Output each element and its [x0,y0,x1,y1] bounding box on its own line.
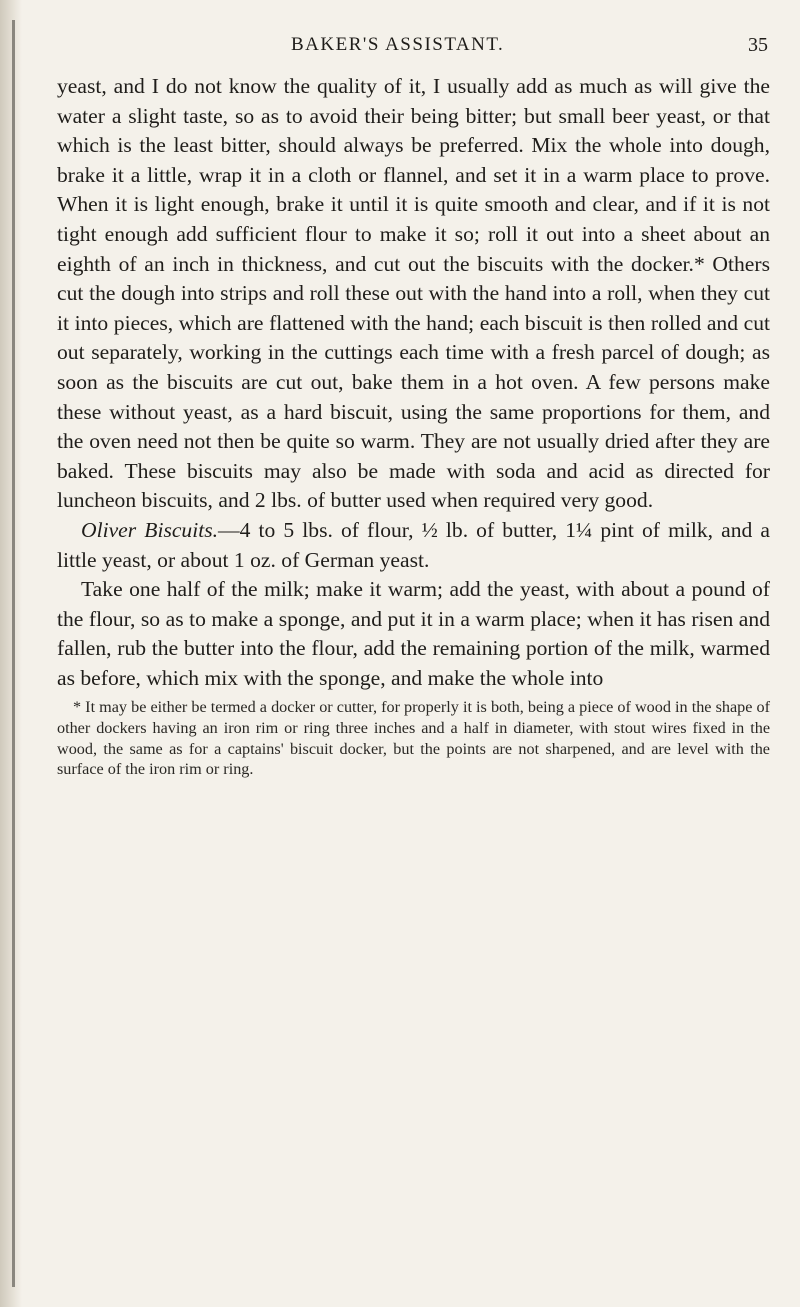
binding-spine-line [12,20,15,1287]
book-page [57,22,770,780]
body-text [57,72,770,693]
running-head: BAKER'S ASSISTANT. [291,34,505,55]
page-number: 35 [748,34,768,56]
method-paragraph: Take one half of the milk; make it warm; add the yeast, with about a pound of the flour, so as to make a sponge, and put it in a warm place; when it has risen and fallen, rub the butter into the flour, add the remaining portion of the milk, warmed as before, which mix with the sponge, and make the whole into [57,577,770,690]
book-binding-edge [0,0,22,1307]
recipe-title: Oliver Biscuits. [81,517,219,542]
page-header [57,22,770,62]
recipe-ingredients: —4 to 5 lbs. of flour, ½ lb. of butter, 1¼ pint of milk, and a little yeast, or about 1 oz. of German yeast. [57,517,770,572]
recipe-paragraph [57,516,770,575]
paragraph-continuation: yeast, and I do not know the quality of it, I usually add as much as will give the water a slight taste, so as to avoid their being bitter; but small beer yeast, or that which is the least bitter, should always be preferred. Mix the whole into dough, brake it a little, wrap it in a cloth or flannel, and set it in a warm place to prove. When it is light enough, brake it until it is quite smooth and clear, and if it is not tight enough add sufficient flour to make it so; roll it out into a sheet about an eighth of an inch in thickness, and cut out the biscuits with the docker.* Others cut the dough into strips and roll these out with the hand into a roll, when they cut it into pieces, which are flattened with the hand; each biscuit is then rolled and cut out separately, working in the cuttings each time with a fresh parcel of dough; as soon as the biscuits are cut out, bake them in a hot oven. A few persons make these without yeast, as a hard biscuit, using the same proportions for them, and the oven need not then be quite so warm. They are not usually dried after they are baked. These biscuits may also be made with soda and acid as directed for luncheon biscuits, and 2 lbs. of butter used when required very good. [57,74,770,513]
footnote: * It may be either be termed a docker or cutter, for properly it is both, being a piece of wood in the shape of other dockers having an iron rim or ring three inches and a half in diameter, with stout wires fixed in the wood, the same as for a captains' biscuit docker, but the points are not sharpened, and are level with the surface of the iron rim or ring. [57,698,770,779]
